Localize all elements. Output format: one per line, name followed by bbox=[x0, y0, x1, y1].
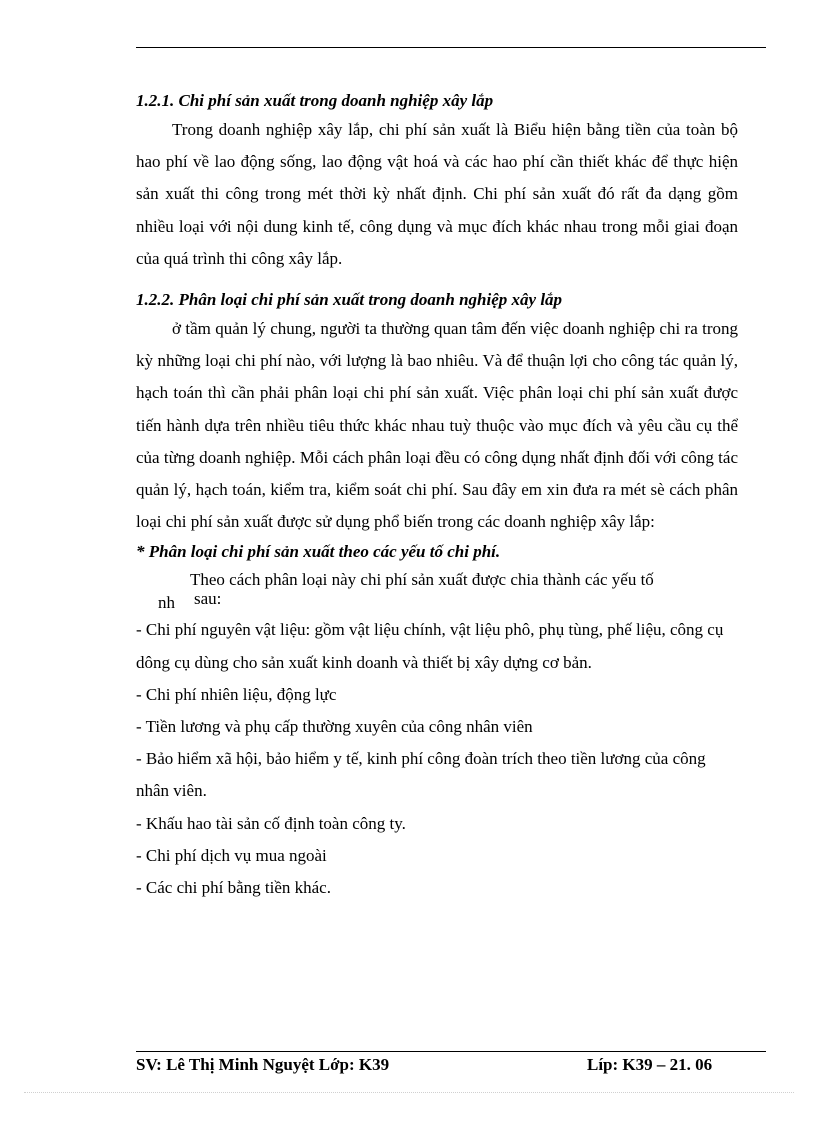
intro-fragment: nh bbox=[158, 593, 175, 613]
section-2-heading: 1.2.2. Phân loại chi phí sản xuất trong doanh nghiệp xây lắp bbox=[136, 290, 563, 310]
page-content bbox=[136, 88, 738, 904]
list-item: - Chi phí nhiên liệu, động lực bbox=[136, 684, 337, 704]
page-boundary-line bbox=[24, 1092, 794, 1093]
section-1-heading: 1.2.1. Chi phí sản xuất trong doanh nghiệp xây lắp bbox=[136, 91, 494, 110]
list-item: - Chi phí dịch vụ mua ngoài bbox=[136, 845, 327, 865]
header-rule bbox=[136, 47, 766, 48]
classification-intro bbox=[136, 568, 738, 614]
intro-line-1: Theo cách phân loại này chi phí sản xuất được chia thành các yếu tố bbox=[190, 570, 654, 590]
list-item: - Tiền lương và phụ cấp thường xuyên của công nhân viên bbox=[136, 717, 533, 737]
list-item: - Bảo hiểm xã hội, bảo hiểm y tế, kinh phí công đoàn trích theo tiền lương của công nhân viên. bbox=[136, 749, 706, 801]
footer-class-info: Líp: K39 – 21. 06 bbox=[587, 1055, 713, 1074]
classification-subheading: * Phân loại chi phí sản xuất theo các yếu tố chi phí. bbox=[136, 542, 501, 562]
list-item: - Chi phí nguyên vật liệu: gồm vật liệu chính, vật liệu phô, phụ tùng, phế liệu, công cụ dông cụ dùng cho sản xuất kinh doanh và thiết bị xây dựng cơ bản. bbox=[136, 620, 724, 672]
intro-line-2: sau: bbox=[194, 589, 222, 609]
list-item: - Các chi phí bằng tiền khác. bbox=[136, 878, 331, 898]
section-1-body: Trong doanh nghiệp xây lắp, chi phí sản xuất là Biểu hiện bằng tiền của toàn bộ hao phí về lao động sống, lao động vật hoá và các hao phí cần thiết khác để thực hiện sản xuất thi công trong mét thời kỳ nhất định. Chi phí sản xuất đó rất đa dạng gồm nhiều loại với nội dung kinh tế, công dụng và mục đích khác nhau trong mỗi giai đoạn của quá trình thi công xây lắp. bbox=[136, 120, 738, 268]
list-item: - Khấu hao tài sản cố định toàn công ty. bbox=[136, 813, 406, 833]
section-2-body: ở tầm quản lý chung, người ta thường quan tâm đến việc doanh nghiệp chi ra trong kỳ những loại chi phí nào, với lượng là bao nhiêu. Và để thuận lợi cho công tác quản lý, hạch toán thì cần phải phân loại chi phí sản xuất. Việc phân loại chi phí sản xuất được tiến hành dựa trên nhiều tiêu thức khác nhau tuỳ thuộc vào mục đích và yêu cầu cụ thể của từng doanh nghiệp. Mỗi cách phân loại đều có công dụng nhất định đối với công tác quản lý, hạch toán, kiểm tra, kiểm soát chi phí. Sau đây em xin đưa ra mét sè cách phân loại chi phí sản xuất được sử dụng phổ biến trong các doanh nghiệp xây lắp: bbox=[136, 319, 738, 532]
footer-student-info: SV: Lê Thị Minh Nguyệt Lớp: K39 bbox=[136, 1055, 390, 1074]
footer-rule bbox=[136, 1051, 766, 1052]
